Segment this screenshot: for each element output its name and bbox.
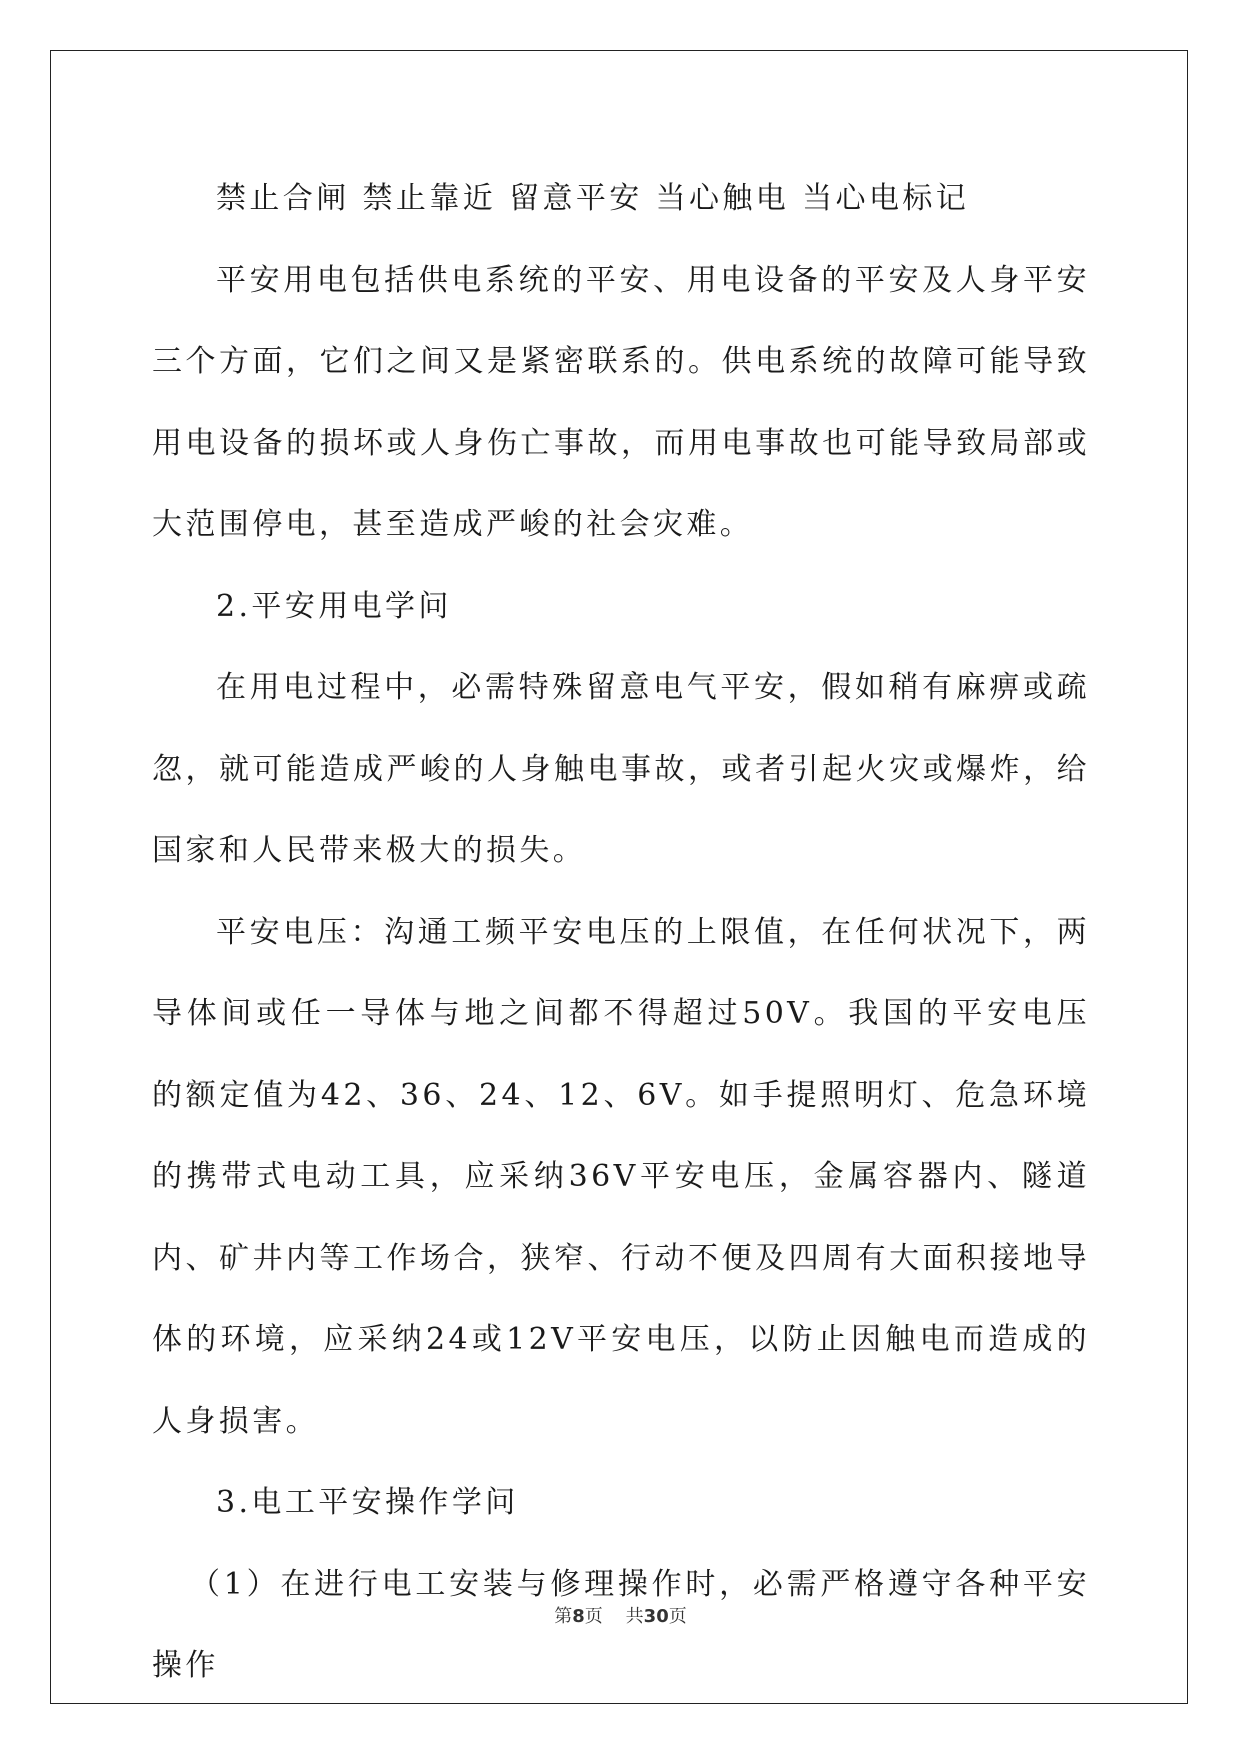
document-body [152, 158, 1090, 1707]
footer-page-number: 8 [572, 1606, 585, 1627]
page-footer [0, 1602, 1241, 1628]
footer-total-suffix: 页 [668, 1606, 687, 1627]
warning-signs-line: 禁止合闸 禁止靠近 留意平安 当心触电 当心电标记 [216, 181, 970, 216]
paragraph-electricity-process: 在用电过程中，必需特殊留意电气平安，假如稍有麻痹或疏忽，就可能造成严峻的人身触电事故，或者引起火灾或爆炸，给国家和人民带来极大的损失。 [152, 670, 1090, 868]
footer-total-prefix: 共 [625, 1606, 644, 1627]
paragraph-safe-electricity-overview: 平安用电包括供电系统的平安、用电设备的平安及人身平安三个方面，它们之间又是紧密联系的。供电系统的故障可能导致用电设备的损坏或人身伤亡事故，而用电事故也可能导致局部或大范围停电，甚至造成严峻的社会灾难。 [152, 262, 1090, 542]
paragraph-safe-voltage: 平安电压：沟通工频平安电压的上限值，在任何状况下，两导体间或任一导体与地之间都不得超过50V。我国的平安电压的额定值为42、36、24、12、6V。如手提照明灯、危急环境的携带式电动工具，应采纳36V平安电压，金属容器内、隧道内、矿井内等工作场合，狭窄、行动不便及四周有大面积接地导体的环境，应采纳24或12V平安电压，以防止因触电而造成的人身损害。 [152, 914, 1090, 1439]
footer-total-pages: 30 [643, 1606, 669, 1627]
paragraph-operation-rule-1: （1）在进行电工安装与修理操作时，必需严格遵守各种平安操作 [152, 1566, 1090, 1683]
section-heading-3: 3.电工平安操作学问 [216, 1485, 519, 1520]
footer-prefix: 第 [554, 1606, 573, 1627]
section-heading-2: 2.平安用电学问 [216, 588, 452, 624]
footer-page-suffix: 页 [584, 1606, 603, 1627]
